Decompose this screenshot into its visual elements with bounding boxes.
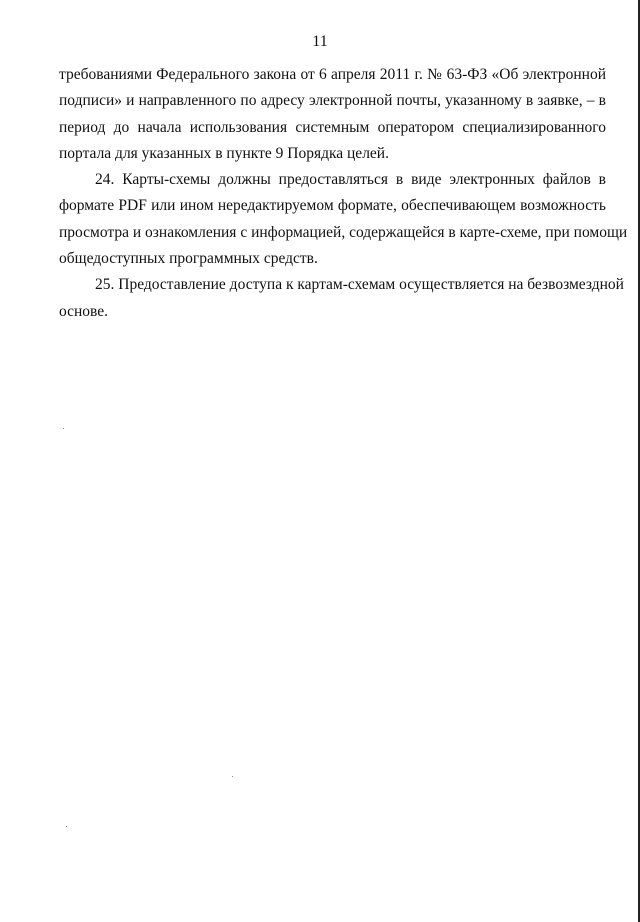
text-line: просмотра и ознакомления с информацией, содержащейся в карте-схеме, при помощи [59, 223, 628, 241]
text-line: 25. Предоставление доступа к картам-схемам осуществляется на безвозмездной [95, 276, 624, 294]
text-line: формате PDF или ином нередактируемом формате, обеспечивающем возможность [59, 197, 606, 215]
scan-speck [63, 428, 64, 429]
page-number: 11 [312, 33, 328, 50]
scan-speck [66, 826, 67, 827]
scan-speck [232, 776, 233, 777]
text-line: 24. Карты-схемы должны предоставляться в виде электронных файлов в [95, 171, 606, 189]
paragraph-continuation [59, 62, 606, 167]
text-line: основе. [59, 302, 109, 320]
paragraph-25 [59, 272, 624, 325]
text-line: подписи» и направленного по адресу электронной почты, указанному в заявке, – в [59, 92, 606, 110]
text-line: период до начала использования системным оператором специализированного [59, 118, 606, 136]
paragraph-24 [59, 167, 628, 272]
text-line: портала для указанных в пункте 9 Порядка целей. [59, 144, 389, 162]
document-body [59, 62, 628, 325]
text-line: общедоступных программных средств. [59, 250, 318, 268]
text-line: требованиями Федерального закона от 6 апреля 2011 г. № 63-ФЗ «Об электронной [59, 66, 606, 83]
